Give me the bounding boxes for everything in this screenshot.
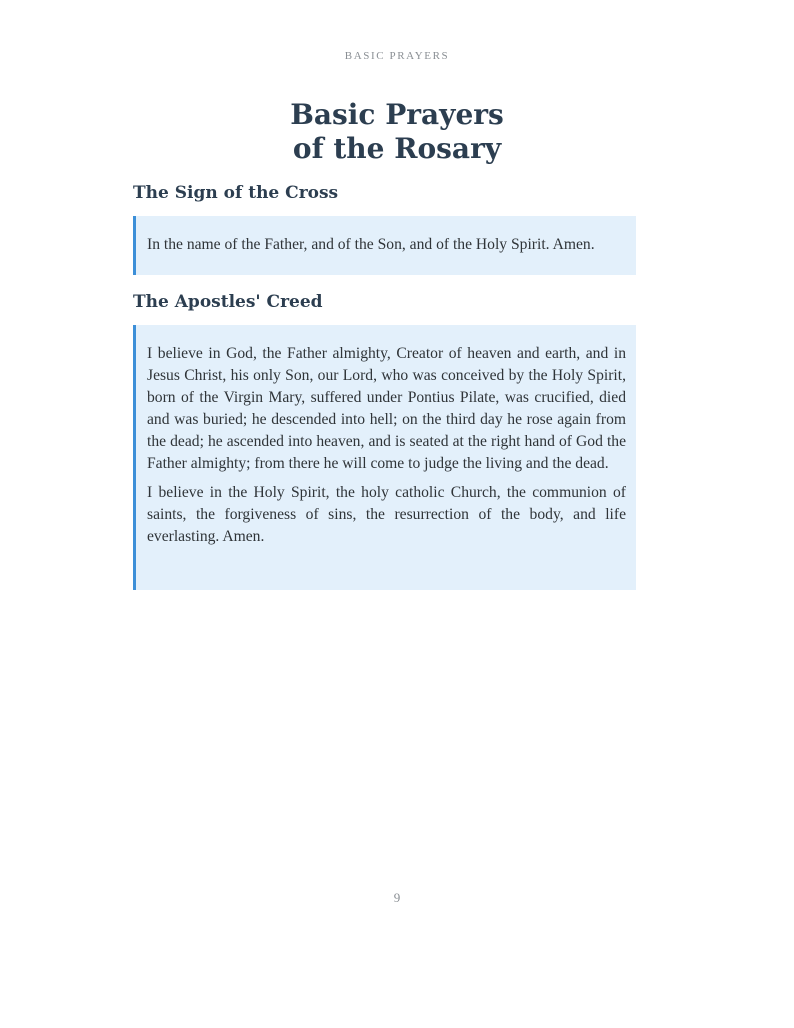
page-title-line-1: Basic Prayers [290, 98, 504, 131]
running-header: BASIC PRAYERS [344, 50, 450, 62]
page-title-line-2: of the Rosary [292, 132, 502, 165]
prayer-paragraph: I believe in God, the Father almighty, Creator of heaven and earth, and in Jesus Christ, his only Son, our Lord, who was conceived by the Holy Spirit, born of the Virgin Mary, suffered under Pontius Pilate, was crucified, died and was buried; he descended into hell; on the third day he rose again from the dead; he ascended into heaven, and is seated at the right hand of God the Father almighty; from there he will come to judge the living and the dead. [147, 345, 626, 472]
prayer-text: In the name of the Father, and of the Son, and of the Holy Spirit. Amen. [147, 236, 595, 253]
prayer-box-sign-of-the-cross [133, 216, 636, 275]
prayer-paragraph: I believe in the Holy Spirit, the holy catholic Church, the communion of saints, the forgiveness of sins, the resurrection of the body, and life everlasting. Amen. [147, 484, 626, 545]
section-heading-apostles-creed: The Apostles' Creed [133, 292, 323, 312]
prayer-box-apostles-creed [133, 325, 636, 590]
section-heading-sign-of-the-cross: The Sign of the Cross [133, 183, 339, 203]
page-number: 9 [393, 890, 401, 905]
page-title [0, 98, 794, 166]
